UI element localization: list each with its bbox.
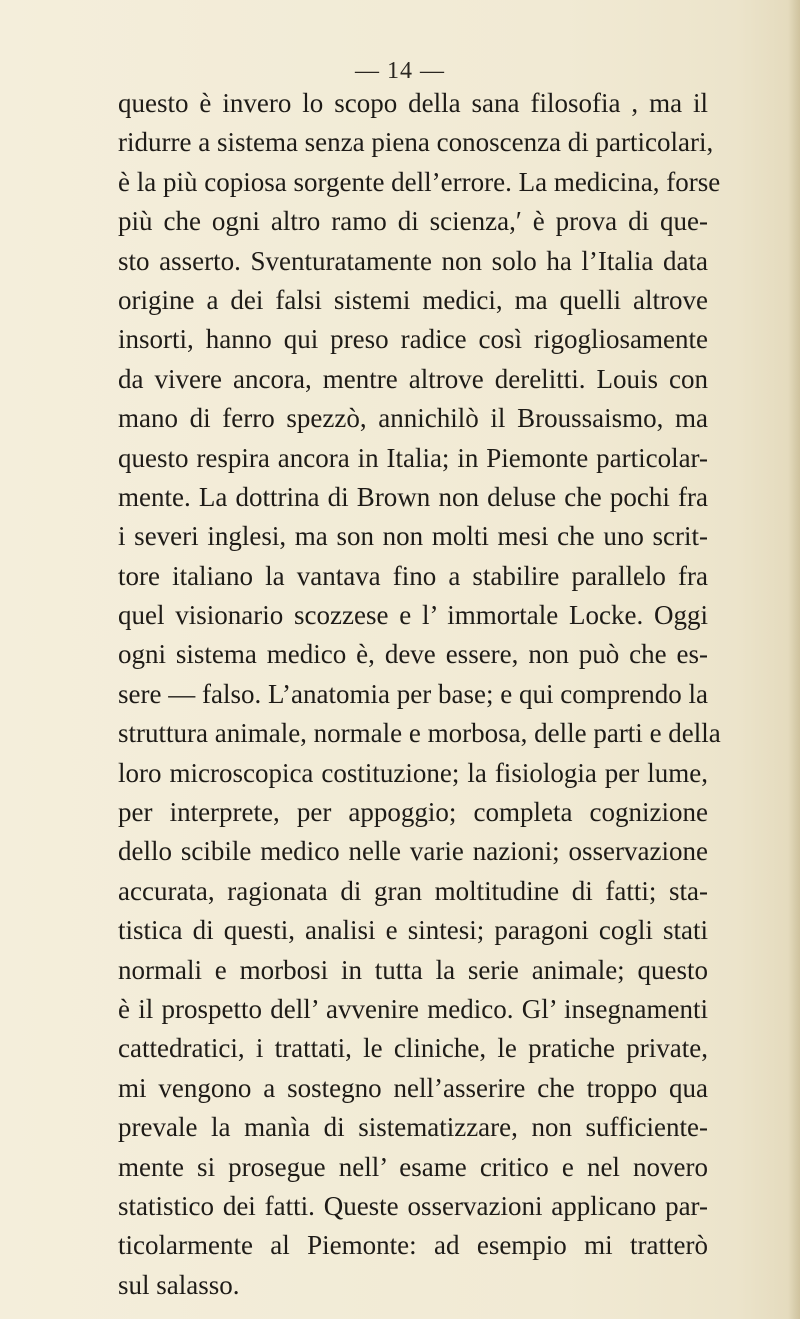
text-line: questo respira ancora in Italia; in Piemonte particolar- — [118, 442, 708, 473]
text-line-last: sul salasso. — [118, 1269, 240, 1300]
text-line: i severi inglesi, ma son non molti mesi che uno scrit- — [118, 521, 708, 552]
text-line: accurata, ragionata di gran moltitudine di fatti; sta- — [118, 875, 708, 906]
text-line: prevale la manìa di sistematizzare, non sufficiente- — [118, 1112, 708, 1143]
text-line: ridurre a sistema senza piena conoscenza di particolari, — [118, 127, 714, 158]
text-line: sto asserto. Sventuratamente non solo ha l’Italia data — [118, 245, 708, 276]
text-line: per interprete, per appoggio; completa cognizione — [118, 797, 708, 828]
text-line: mi vengono a sostegno nell’asserire che troppo qua — [118, 1072, 708, 1103]
page-number: — 14 — — [355, 58, 445, 84]
text-line: tore italiano la vantava fino a stabilire parallelo fra — [118, 560, 708, 591]
page-edge-shadow — [788, 0, 800, 1319]
text-line: è il prospetto dell’ avvenire medico. Gl’ insegnamenti — [118, 993, 708, 1024]
text-line: loro microscopica costituzione; la fisiologia per lume, — [118, 757, 708, 788]
text-line: struttura animale, normale e morbosa, delle parti e della — [118, 718, 721, 749]
text-line: è la più copiosa sorgente dell’errore. La medicina, forse — [118, 166, 721, 197]
text-line: più che ogni altro ramo di scienza,ʹ è prova di que- — [118, 206, 708, 237]
text-line: dello scibile medico nelle varie nazioni; osservazione — [118, 836, 708, 867]
text-line: mano di ferro spezzò, annichilò il Broussaismo, ma — [118, 403, 708, 434]
text-line: da vivere ancora, mentre altrove derelitti. Louis con — [118, 363, 708, 394]
text-line: cattedratici, i trattati, le cliniche, le pratiche private, — [118, 1033, 708, 1064]
text-line: normali e morbosi in tutta la serie animale; questo — [118, 954, 708, 985]
text-line: questo è invero lo scopo della sana filosofia , ma il — [118, 88, 708, 118]
text-line: insorti, hanno qui preso radice così rigogliosamente — [118, 324, 708, 355]
text-line: statistico dei fatti. Queste osservazioni applicano par- — [118, 1190, 708, 1221]
text-line: mente. La dottrina di Brown non deluse che pochi fra — [118, 481, 708, 512]
body-paragraph — [118, 84, 721, 1305]
text-line: mente si prosegue nell’ esame critico e nel novero — [118, 1151, 708, 1182]
text-line: origine a dei falsi sistemi medici, ma quelli altrove — [118, 284, 708, 315]
text-line: sere — falso. L’anatomia per base; e qui comprendo la — [118, 678, 708, 709]
text-line: ogni sistema medico è, deve essere, non può che es- — [118, 639, 708, 670]
text-line: ticolarmente al Piemonte: ad esempio mi tratterò — [118, 1230, 708, 1261]
text-line: quel visionario scozzese e l’ immortale Locke. Oggi — [118, 600, 708, 631]
text-line: tistica di questi, analisi e sintesi; paragoni cogli stati — [118, 915, 708, 946]
